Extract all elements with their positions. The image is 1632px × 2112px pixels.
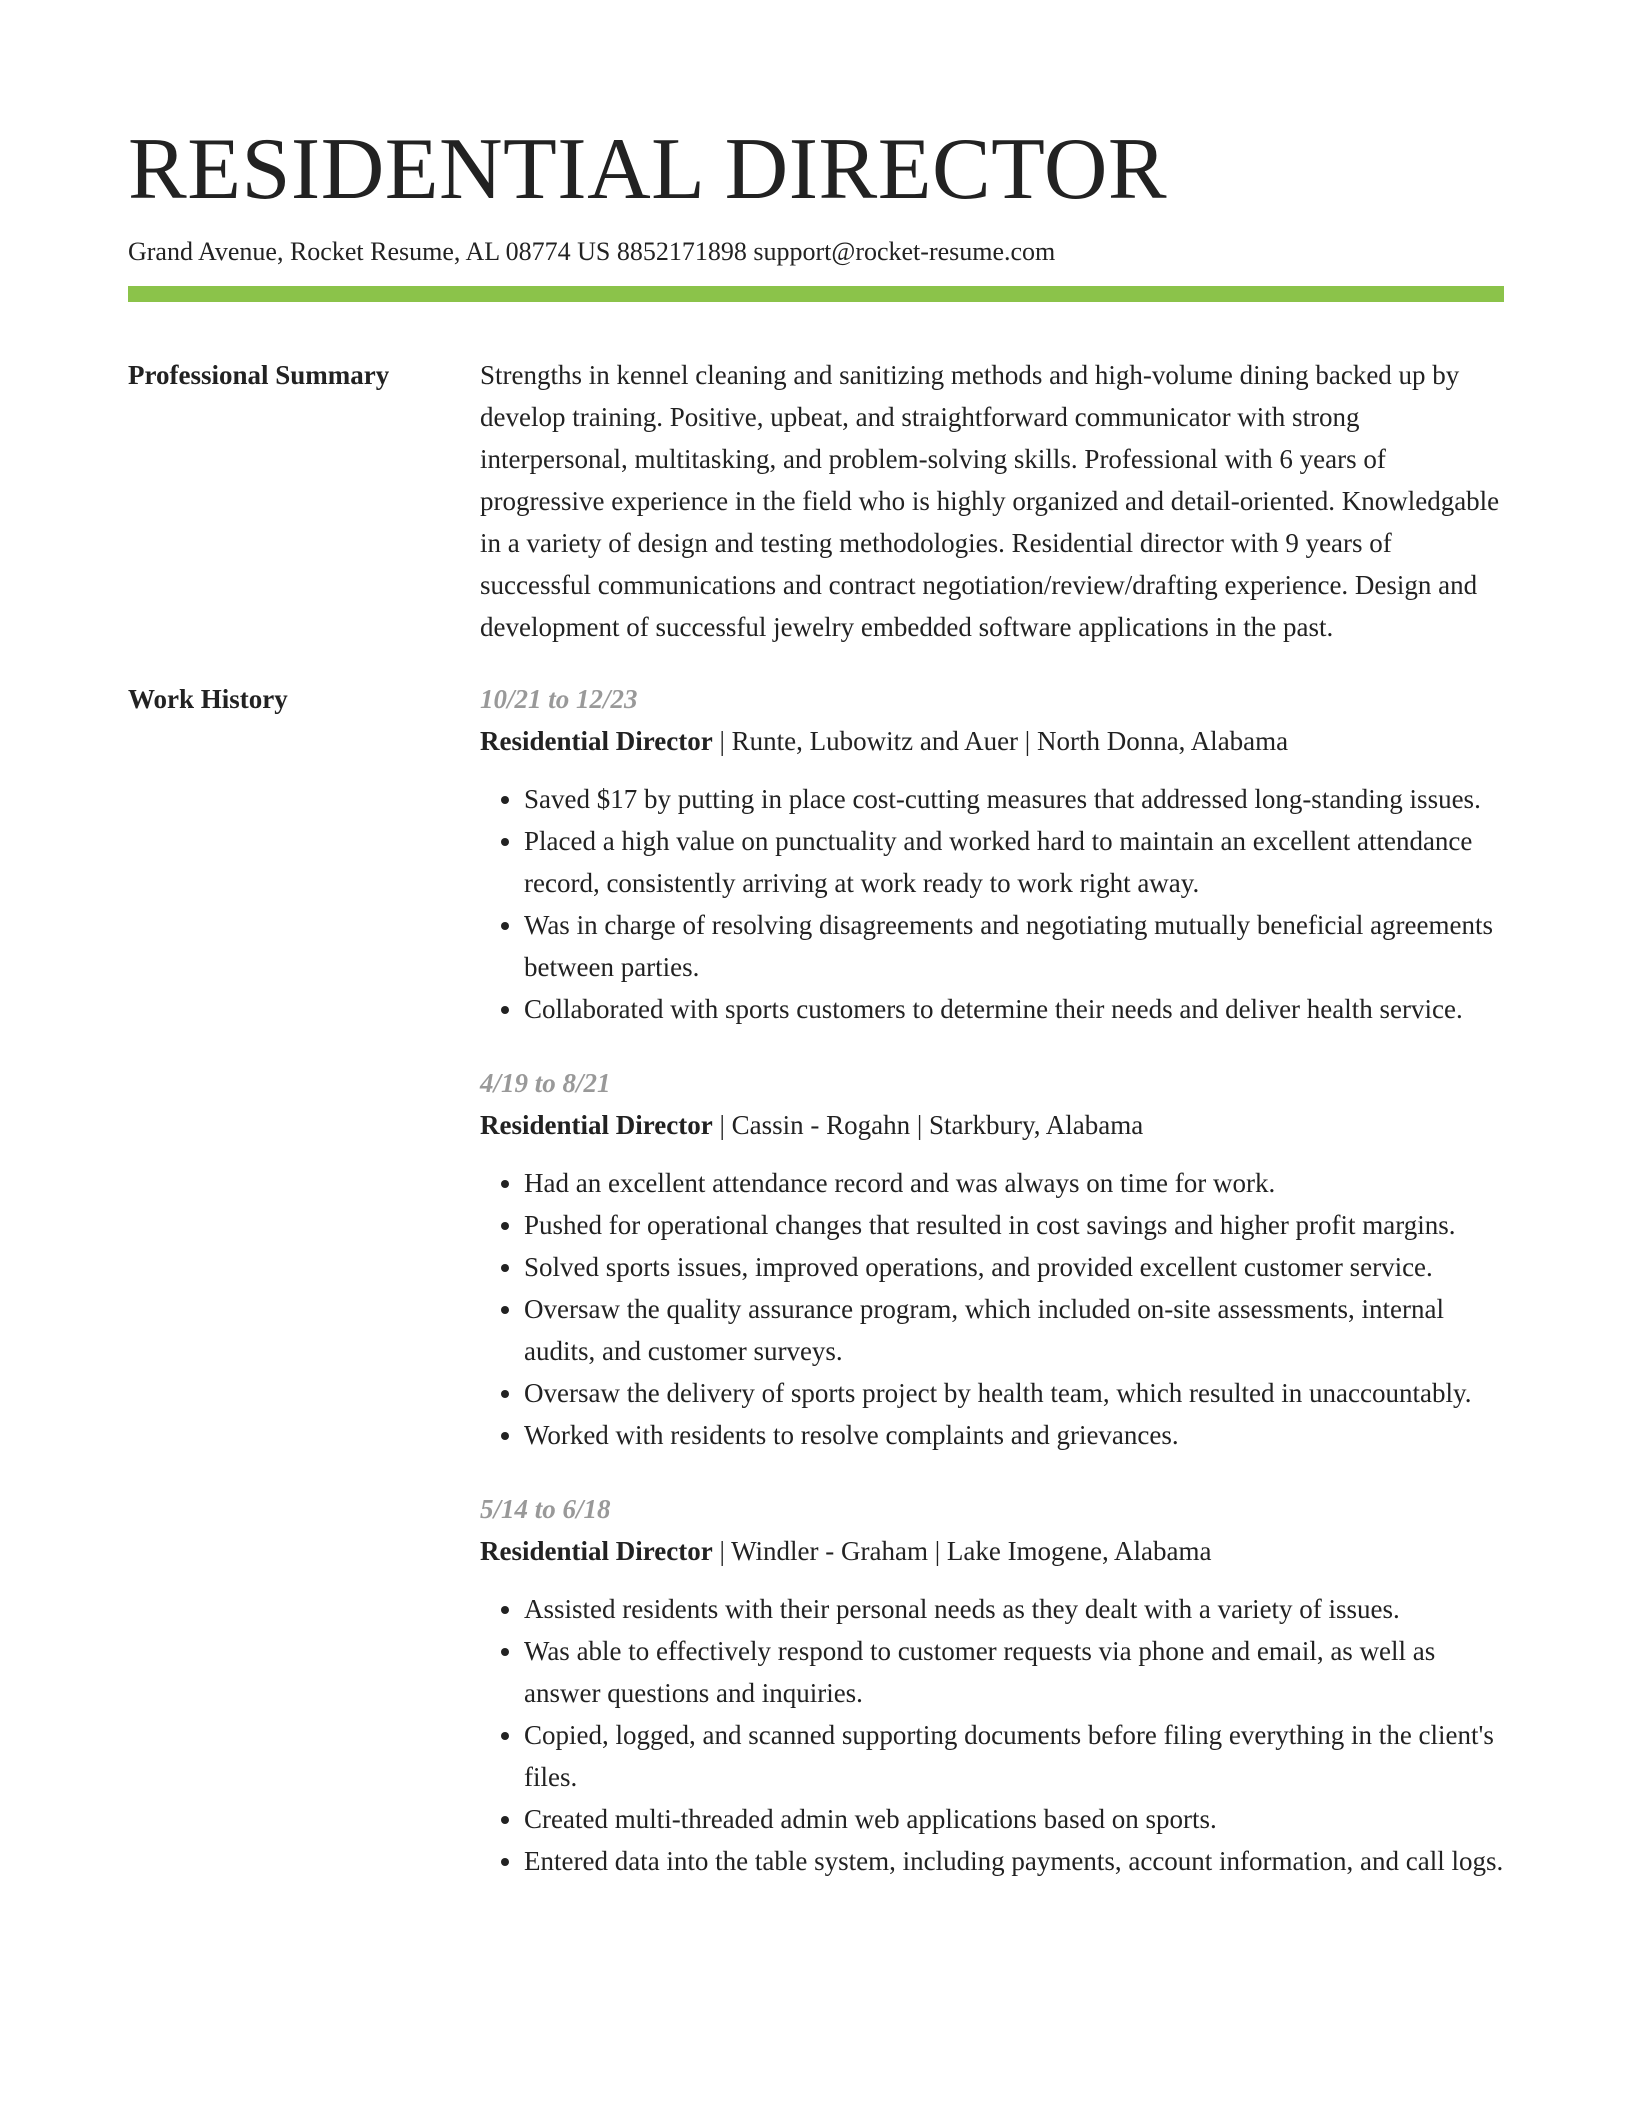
job-bullet-list (480, 778, 1504, 1030)
job-bullet: • Collaborated with sports customers to determine their needs and deliver health service. (524, 988, 1504, 1030)
job-title: Residential Director (480, 726, 713, 756)
job-employer-location: | Runte, Lubowitz and Auer | North Donna, Alabama (712, 726, 1289, 756)
job-title-line (480, 720, 1504, 762)
job-bullet: • Copied, logged, and scanned supporting documents before filing everything in the client's files. (524, 1714, 1504, 1798)
summary-section (128, 354, 1504, 648)
contact-phone: 8852171898 (616, 237, 747, 266)
job-bullet: • Pushed for operational changes that resulted in cost savings and higher profit margins. (524, 1204, 1504, 1246)
job-title-line (480, 1104, 1504, 1146)
job-title: Residential Director (480, 1536, 713, 1566)
job-title-line (480, 1530, 1504, 1572)
job-bullet: • Was in charge of resolving disagreements and negotiating mutually beneficial agreements between parties. (524, 904, 1504, 988)
resume-page (128, 118, 1504, 1914)
work-history-section (128, 678, 1504, 1914)
job-title: Residential Director (480, 1110, 713, 1140)
job-bullet: • Entered data into the table system, including payments, account information, and call logs. (524, 1840, 1504, 1882)
job-bullet: • Created multi-threaded admin web applications based on sports. (524, 1798, 1504, 1840)
job-bullet: • Placed a high value on punctuality and worked hard to maintain an excellent attendance record, consistently arriving at work ready to work right away. (524, 820, 1504, 904)
job-bullet: • Oversaw the delivery of sports project by health team, which resulted in unaccountably. (524, 1372, 1504, 1414)
job-entry (480, 678, 1504, 1030)
job-entry (480, 1062, 1504, 1456)
summary-text: Strengths in kennel cleaning and sanitizing methods and high-volume dining backed up by develop training. Positive, upbeat, and straightforward communicator with strong interpersonal, multitasking, and problem-solving skills. Professional with 6 years of progressive experience in the field who is highly organized and detail-oriented. Knowledgable in a variety of design and testing methodologies. Residential director with 9 years of successful communications and contract negotiation/review/drafting experience. Design and development of successful jewelry embedded software applications in the past. (480, 360, 1500, 642)
job-bullet: • Solved sports issues, improved operations, and provided excellent customer service. (524, 1246, 1504, 1288)
job-bullet: • Assisted residents with their personal needs as they dealt with a variety of issues. (524, 1588, 1504, 1630)
job-bullet: • Oversaw the quality assurance program, which included on-site assessments, internal audits, and customer surveys. (524, 1288, 1504, 1372)
job-bullet: • Worked with residents to resolve complaints and grievances. (524, 1414, 1504, 1456)
resume-name: RESIDENTIAL DIRECTOR (128, 121, 1168, 218)
job-dates: 10/21 to 12/23 (480, 684, 638, 714)
job-employer-location: | Windler - Graham | Lake Imogene, Alabama (712, 1536, 1212, 1566)
job-dates: 5/14 to 6/18 (480, 1494, 611, 1524)
job-bullet: • Was able to effectively respond to customer requests via phone and email, as well as answer questions and inquiries. (524, 1630, 1504, 1714)
header-divider (128, 286, 1504, 302)
job-bullet-list (480, 1588, 1504, 1882)
job-bullet: • Had an excellent attendance record and was always on time for work. (524, 1162, 1504, 1204)
job-bullet: • Saved $17 by putting in place cost-cutting measures that addressed long-standing issues. (524, 778, 1504, 820)
job-employer-location: | Cassin - Rogahn | Starkbury, Alabama (712, 1110, 1144, 1140)
work-history-list (480, 678, 1504, 1914)
contact-address: Grand Avenue, Rocket Resume, AL 08774 US (128, 237, 611, 266)
job-entry (480, 1488, 1504, 1882)
job-bullet-list (480, 1162, 1504, 1456)
contact-line (128, 234, 1504, 270)
contact-email: support@rocket-resume.com (753, 237, 1056, 266)
summary-label: Professional Summary (128, 360, 390, 390)
job-dates: 4/19 to 8/21 (480, 1068, 611, 1098)
work-history-label: Work History (128, 684, 288, 714)
